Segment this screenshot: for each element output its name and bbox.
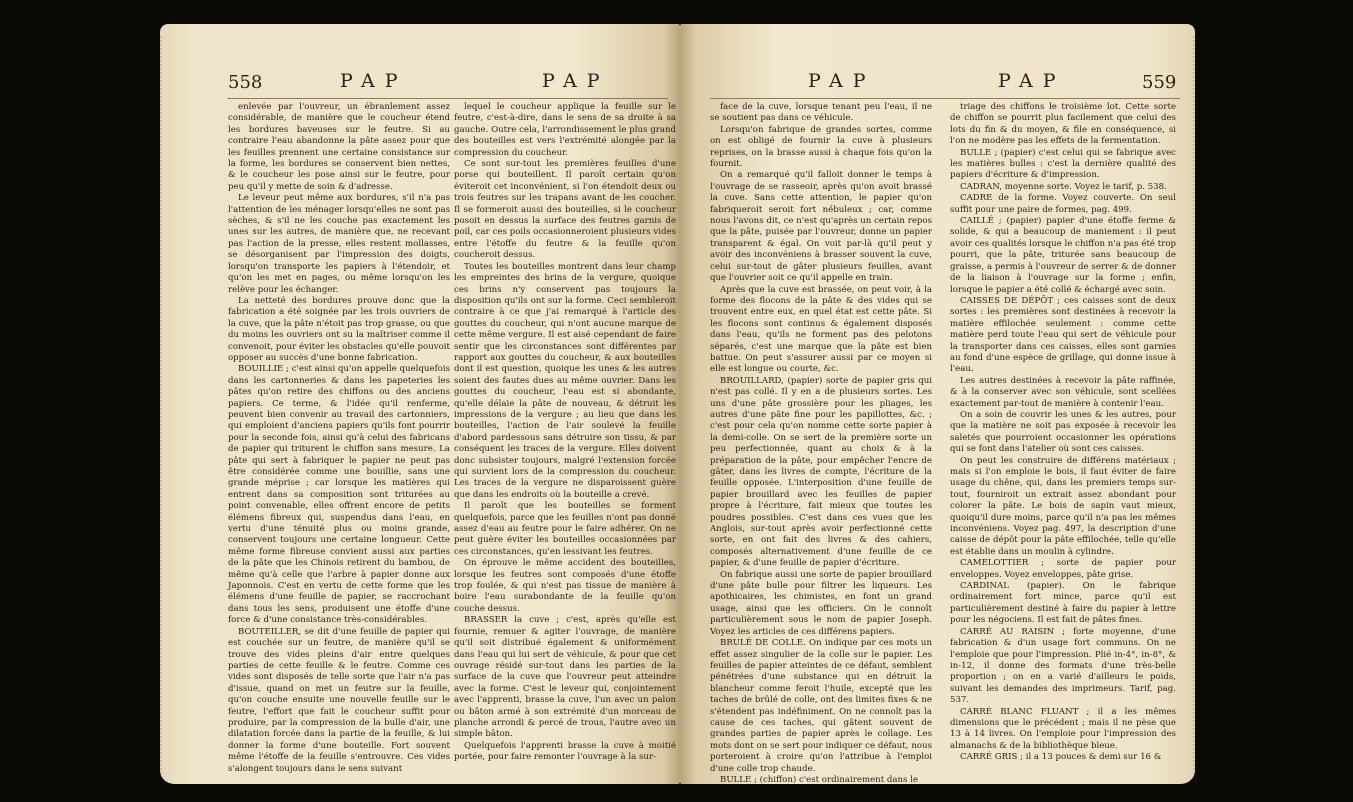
paragraph: CADRAN, moyenne sorte. Voyez le tarif, p. 538. (960, 181, 1167, 192)
right-page (680, 24, 1195, 784)
running-head-right: PAP (998, 70, 1066, 92)
paragraph: BRULÉ DE COLLE. On indique par ces mots un effet assez singulier de la colle sur le papier. Les feuilles de papier atteintes de ce défaut, semblent pénétrées d'une substance qui en détruit la blancheur comme feroit l'huile, excepté que les taches de brûlé de colle, ont des limites fixes & ne s'étendent pas indéfiniment. On ne connoît pas la cause de ces taches, qui gâtent souvent de grandes parties de papier après le collage. Les mots dont on se sert pour indiquer ce défaut, nous porteroient à croire qu'on l'attribue à l'emploi d'une colle trop chaude. (710, 638, 932, 774)
text-column-1 (228, 102, 450, 775)
running-head-left: PAP (340, 70, 408, 92)
paragraph: La netteté des bordures prouve donc que la fabrication a été soignée par les trois ouvriers de la cuve, que la pâte n'étoit pas trop grasse, ou que du moins les ouvriers ont su la maîtriser comme il convenoit, pour éviter les obstacles qu'elle pouvoit opposer au succès d'une bonne fabrication. (228, 295, 450, 363)
text-column-2 (454, 102, 676, 764)
text-column-2 (950, 102, 1176, 764)
paragraph: BULLE ; (papier) c'est celui qui se fabrique avec les matières bulles : c'est la dernière qualité des papiers d'écriture & d'impression. (950, 147, 1176, 181)
paragraph: On fabrique aussi une sorte de papier brouillard d'une pâte bulle pour filtrer les liqueurs. Les apothicaires, les chimistes, en font un grand usage, ainsi que les officiers. On le connoît particulièrement sous le nom de papier Joseph. Voyez les articles de ces différens papiers. (710, 569, 932, 637)
paragraph: enlevée par l'ouvreur, un ébranlement assez considérable, de manière que le coucheur étend les bordures baveuses sur le feutre. Si au contraire l'eau abandonne la pâte assez pour que les feuilles prennent une certaine consistance sur la forme, les bordures se conservent bien nettes, & le coucheur les pose ainsi sur le feutre, pour peu qu'il y mette de soin & d'adresse. (228, 102, 450, 192)
page-edges-left (160, 34, 162, 778)
paragraph: Après que la cuve est brassée, on peut voir, à la forme des flocons de la pâte & des vides qui se trouvent entre eux, en quel état est cette pâte. Si les flocons sont continus & également disposés dans l'eau, qu'ils ne forment pas des pelotons séparés, c'est une marque que la pâte est bien battue. On peut s'assurer aussi par ce moyen si elle est longue ou courte, &c. (710, 284, 932, 375)
header-rule (710, 98, 1180, 99)
paragraph: Le leveur peut même aux bordures, s'il n'a pas l'attention de les ménager lorsqu'elles ne sont pas sèches, & s'il ne les couche pas exactement les unes sur les autres, de manière que, ne recevant pas l'action de la presse, elles restent mollasses, se désorganisent par l'impression des doigts, lorsqu'on transporte les papiers à l'étendoir, et qu'on les met en pages, ou même lorsqu'on les relève pour les échanger. (228, 193, 450, 295)
paragraph: BROUILLARD, (papier) sorte de papier gris qui n'est pas collé. Il y en a de plusieurs sortes. Les uns d'une pâte grossière pour les pliages, les autres d'une pâte fine pour les papillottes, &c. ; c'est pour cela qu'on nomme cette sorte papier à la demi-colle. On se sert de la première sorte un peu perfectionnée, quant au choix & à la préparation de la pâte, pour empêcher l'encre de gâter, dans les livres de compte, l'écriture de la feuille opposée. L'interposition d'une feuille de papier brouillard avec les feuilles de papier propre à l'écriture, fait mieux que toutes les poudres possibles. C'est dans ces vues que les Anglois, sur-tout après avoir perfectionné cette sorte, en ont fait des livres & des cahiers, composés alternativement d'une feuille de ce papier, & d'une feuille de papier d'écriture. (710, 375, 932, 569)
running-head-right: PAP (542, 70, 610, 92)
paragraph: CARRÉ AU RAISIN ; forte moyenne, d'une fabrication & d'un usage fort communs. On ne l'emploie que pour l'impression. Plié in-4°, in-8°, & in-12, il donne des formats d'une très-belle proportion ; on en a varié d'ailleurs le poids, suivant les demandes des imprimeurs. Tarif, pag. 537. (950, 626, 1176, 706)
running-head-left: PAP (808, 70, 876, 92)
paragraph: lequel le coucheur applique la feuille sur le feutre, c'est-à-dire, dans le sens de sa droite à sa gauche. Outre cela, l'arrondissement le plus grand des bouteilles est vers l'extrémité alongée par la compression du coucheur. (454, 102, 676, 158)
paragraph: CAMELOTTIER ; sorte de papier pour enveloppes. Voyez enveloppes, pâte grise. (950, 558, 1176, 580)
paragraph: CAISSES DE DÉPÔT ; ces caisses sont de deux sortes : les premières sont destinées à recevoir la matière effilochée seulement : comme cette matière perd toute l'eau qui sert de véhicule pour la transporter dans ces caisses, elles sont garnies au fond d'une espèce de grillage, qui donne issue à l'eau. (950, 295, 1176, 375)
open-book (160, 24, 1195, 790)
left-page (160, 24, 680, 784)
paragraph: Toutes les bouteilles montrent dans leur champ les empreintes des brins de la vergure, quoique ces brins n'y conservent pas toujours la disposition qu'ils ont sur la forme. Ceci sembleroit contraire à ce que j'ai remarqué à l'article des gouttes du coucheur, qui n'ont aucune marque de cette même vergure. Il est aisé cependant de faire sentir que les circonstances sont différentes par rapport aux gouttes du coucheur, & aux bouteilles dont il est question, quoique les unes & les autres soient des fautes dues au même ouvrier. Dans les gouttes du coucheur, l'eau est si abondante, qu'elle délaie la pâte de nouveau, & détruit les impressions de la vergure ; au lieu que dans les bouteilles, l'action de l'air soulevé la feuille d'abord pardessous sans détruire son tissu, & par conséquent les traces de la vergure. Elles doivent donc subsister toujours, malgré l'extension forcée qui survient lors de la compression du coucheur. Les traces de la vergure ne disparoissent guère que dans les endroits où la bouteille a crevé. (454, 261, 676, 500)
paragraph: BOUTEILLER, se dit d'une feuille de papier qui est couchée sur un feutre, de manière qu'il se trouve des vides pleins d'air entre quelques parties de cette feuille & le feutre. Comme ces vides sont disposés de telle sorte que l'air n'a pas d'issue, quand on met un feutre sur la feuille, qu'on couche ensuite une nouvelle feuille sur le feutre, l'effort que fait le coucheur suffit pour produire, par la compression de la bulle d'air, une dilatation forcée dans la partie de la feuille, & lui donner la forme d'une bouteille. Fort souvent même l'étoffe de la feuille s'entrouvre. Ces vides s'alongent toujours dans le sens suivant (228, 626, 450, 774)
paragraph: On éprouve le même accident des bouteilles, lorsque les feutres sont composés d'une étoffe trop foulée, & qui n'est pas tissue de manière à boire l'eau surabondante de la feuille qu'on couche dessus. (454, 558, 676, 614)
page-number-left: 558 (228, 72, 263, 93)
page-number-right: 559 (1142, 72, 1177, 93)
paragraph: triage des chiffons le troisième lot. Cette sorte de chiffon se pourrit plus facilement que celui des lots du fin & du moyen, & file en conséquence, si l'on ne modère pas les effets de la fermentation. (950, 102, 1176, 147)
page-edges-right (1193, 34, 1195, 778)
paragraph: On a remarqué qu'il falloit donner le temps à l'ouvrage de se rasseoir, après qu'on avoit brassé la cuve. Sans cette attention, le papier qu'on fabriqueroit seroit fort nébuleux ; car, comme nous l'avons dit, ce n'est qu'après un certain repos que la pâte, puisée par l'ouvreur, donne un papier transparent & égal. On voit par-là qu'il peut y avoir des inconvéniens à brasser souvent la cuve, celui sur-tout de gâter plusieurs feuilles, avant que l'ouvrier soit ce qu'il appelle en train. (710, 170, 932, 284)
paragraph: BOUILLIE ; c'est ainsi qu'on appelle quelquefois dans les cartonneries & dans les papeteries les pâtes qu'on retire des chiffons ou des anciens papiers. Ce terme, & l'idée qu'il renferme, peuvent bien convenir au travail des cartonniers, qui emploient d'anciens papiers qu'ils font pourrir pour la seconde fois, ainsi qu'à celui des fabricans de papier qui triturent le chiffon sans mesure. La pâte qui sert à fabriquer le papier ne peut pas être considérée comme une bouillie, sans une grande méprise ; car lorsque les matières qui entrent dans sa composition sont triturées au point convenable, elles offrent encore de petits élémens fibreux qui, suspendus dans l'eau, en vertu d'une ténuité plus ou moins grande, conservent toujours une certaine longueur. Cette même forme fibreuse convient aussi aux parties de la pâte que les Chinois retirent du bambou, de même qu'à celle que l'arbre à papier donne aux Japonnois. C'est en vertu de cette forme que les élémens d'une feuille de papier, se raccrochant dans tous les sens, produisent une étoffe d'une force & d'une consistance très-considérables. (228, 364, 450, 626)
paragraph: CADRE de la forme. Voyez couverte. On seul suffit pour une paire de formes, pag. 499. (950, 193, 1176, 215)
paragraph: BRASSER la cuve ; c'est, après qu'elle est fournie, remuer & agiter l'ouvrage, de manière qu'il soit distribué également & uniformément dans l'eau qui lui sert de véhicule, & pour que cet ouvrage résidé sur-tout dans les parties de la surface de la cuve que l'ouvreur peut atteindre avec la forme. C'est le leveur qui, conjointement avec l'apprenti, brasse la cuve, l'un avec un palon ou bâton armé à son extrémité d'un morceau de planche arrondi & percé de trous, l'autre avec un simple bâton. (454, 615, 676, 740)
paragraph: Quelquefois l'apprenti brasse la cuve à moitié portée, pour faire remonter l'ouvrage à la sur- (454, 740, 676, 763)
paragraph: Les autres destinées à recevoir la pâte raffinée, & à la conserver avec son véhicule, sont scellées exactement par-tout de manière à contenir l'eau. (950, 375, 1176, 409)
text-column-1 (710, 102, 932, 784)
paragraph: On peut les construire de différens matériaux ; mais si l'on emploie le bois, il faut éviter de faire usage du chêne, qui, dans les premiers temps sur-tout, fourniroit un extrait assez abondant pour colorer la pâte. Le bois de sapin vaut mieux, quoiqu'il dure moins, parce qu'il n'a pas les mêmes inconvéniens. Voyez pag. 497, la description d'une caisse de dépôt pour la pâte effilochée, telle qu'elle est établie dans un moulin à cylindre. (950, 455, 1176, 557)
paragraph: CARRÉ GRIS ; il a 13 pouces & demi sur 16 & (960, 752, 1162, 763)
paragraph: CARRÉ BLANC FLUANT ; il a les mêmes dimensions que le précédent ; mais il ne pèse que 13 à 14 livres. On l'emploie pour l'impression des almanachs & de la bibliothèque bleue. (950, 706, 1176, 751)
paragraph: CAILLÉ ; (papier) papier d'une étoffe ferme & solide, & qui a beaucoup de maniement : il peut avoir ces qualités lorsque le chiffon n'a pas été trop pourri, que la pâte, triturée sans beaucoup de graisse, a permis à l'ouvreur de serrer & de donner de la liaison à l'ouvrage sur la forme ; enfin, lorsque le papier a été collé & échargé avec soin. (950, 216, 1176, 295)
paragraph: Il paroît que les bouteilles se forment quelquefois, parce que les feuilles n'ont pas donné assez d'eau au feutre pour le faire adhérer. On ne peut guère éviter les bouteilles occasionnées par ces circonstances, qu'en lessivant les feutres. (454, 501, 676, 557)
paragraph: face de la cuve, lorsque tenant peu l'eau, il ne se soutient pas dans ce véhicule. (710, 102, 932, 124)
paragraph: Ce sont sur-tout les premières feuilles d'une porse qui bouteillent. Il paroît certain qu'on éviteroit cet inconvénient, si l'on étendoit deux ou trois feutres sur les trapans avant de les coucher. Il se formeroit aussi des bouteilles, si le coucheur posoit en dessus la surface des feutres garnis de poil, car ces poils occasionneroient plusieurs vides entre l'étoffe du feutre & la feuille qu'on coucheroit dessus. (454, 159, 676, 261)
paragraph: On a soin de couvrir les unes & les autres, pour que la matière ne soit pas exposée à recevoir les saletés que pourroient occasionner les opérations qui se font dans l'atelier où sont ces caisses. (950, 409, 1176, 455)
paragraph: BULLE ; (chiffon) c'est ordinairement dans le (720, 774, 919, 784)
paragraph: Lorsqu'on fabrique de grandes sortes, comme on est obligé de fournir la cuve à plusieurs reprises, on la brasse aussi à chaque fois qu'on la fournit. (710, 124, 932, 170)
header-rule (228, 98, 668, 99)
paragraph: CARDINAL (papier). On le fabrique ordinairement fort mince, parce qu'il est particulièrement destiné à faire du papier à lettre pour les négociens. Il est fait de pâtes fines. (950, 581, 1176, 626)
